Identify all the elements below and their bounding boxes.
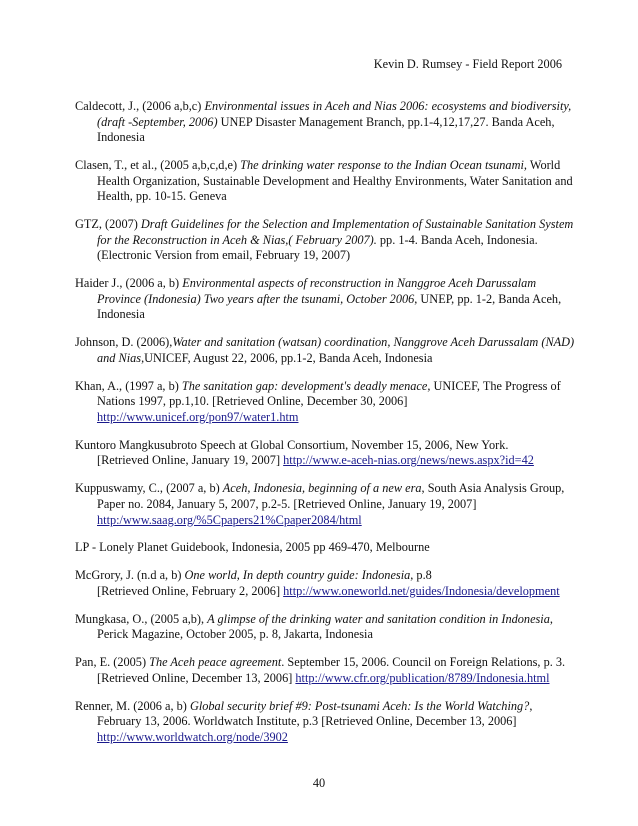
reference-entry <box>75 481 575 528</box>
reference-authors: Clasen, T., et al., (2005 a,b,c,d,e) <box>75 158 241 173</box>
reference-authors: Kuntoro Mangkusubroto Speech at Global Consortium, November 15, 2006, New York. <box>75 437 509 452</box>
reference-authors: McGrory, J. (n.d a, b) <box>75 568 185 583</box>
page-number: 40 <box>312 776 326 790</box>
reference-authors: Khan, A., (1997 a, b) <box>75 378 182 393</box>
reference-details: , UNEP, pp. 1-2, Banda Aceh, Indonesia <box>97 291 562 322</box>
reference-title: One world, In depth country guide: Indonesia <box>184 568 411 583</box>
reference-entry <box>75 568 575 599</box>
reference-entry <box>75 99 575 146</box>
reference-link[interactable]: http:/www.saag.org/%5Cpapers21%Cpaper2084/html <box>97 512 362 527</box>
reference-title: The Aceh peace agreement <box>149 655 282 670</box>
reference-retrieved: [Retrieved Online, February 2, 2006] <box>97 583 281 598</box>
reference-title: A glimpse of the drinking water and sanitation condition in Indonesia <box>207 611 550 626</box>
reference-entry <box>75 438 575 469</box>
reference-details: , South Asia Analysis Group, Paper no. 2084, January 5, 2007, p.2-5. [Retrieved Online, January 19, 2007] <box>97 481 565 511</box>
reference-title: Environmental aspects of reconstruction in Nanggroe Aceh Darussalam Province (Indonesia) Two years after the tsunami, October 2006 <box>97 276 537 306</box>
reference-details: UNEP Disaster Management Branch, pp.1-4,12,17,27. Banda Aceh, Indonesia <box>97 114 555 145</box>
reference-details: , Perick Magazine, October 2005, p. 8, Jakarta, Indonesia <box>97 611 553 642</box>
reference-entry <box>75 217 575 264</box>
reference-authors: Renner, M. (2006 a, b) <box>75 698 190 713</box>
reference-authors: Caldecott, J., (2006 a,b,c) <box>75 99 205 113</box>
reference-entry <box>75 655 575 686</box>
reference-link[interactable]: http://www.worldwatch.org/node/3902 <box>97 729 288 744</box>
reference-entry <box>75 699 575 746</box>
reference-title: The drinking water response to the Indian Ocean tsunami, <box>240 158 527 173</box>
reference-title: The sanitation gap: development's deadly menace, <box>181 378 431 393</box>
reference-entry <box>75 276 575 323</box>
reference-details: UNICEF, August 22, 2006, pp.1-2, Banda Aceh, Indonesia <box>144 350 433 365</box>
reference-link[interactable]: http://www.cfr.org/publication/8789/Indonesia.html <box>295 670 550 685</box>
reference-authors: GTZ, (2007) <box>75 217 141 232</box>
reference-authors: Pan, E. (2005) <box>75 655 150 670</box>
reference-entry <box>75 612 575 643</box>
reference-title: Global security brief #9: Post-tsunami Aceh: Is the World Watching? <box>189 698 530 713</box>
reference-entry <box>75 379 575 426</box>
reference-details: UNICEF, The Progress of Nations 1997, pp.1,10. [Retrieved Online, December 30, 2006] <box>97 378 561 409</box>
reference-authors: Haider J., (2006 a, b) <box>75 276 183 291</box>
reference-authors: Mungkasa, O., (2005 a,b), <box>75 611 208 626</box>
reference-details: . September 15, 2006. Council on Foreign Relations, p. 3. [Retrieved Online, December 13, 2006] <box>97 655 566 685</box>
reference-authors: Johnson, D. (2006), <box>75 335 173 350</box>
reference-entry <box>75 158 575 205</box>
reference-entry <box>75 335 575 366</box>
reference-title: Aceh, Indonesia, beginning of a new era <box>222 481 422 496</box>
reference-details: , p.8 <box>410 568 432 583</box>
reference-authors: LP - Lonely Planet Guidebook, Indonesia, 2005 pp 469-470, Melbourne <box>75 540 430 555</box>
reference-title: Draft Guidelines for the Selection and Implementation of Sustainable Sanitation System for the Reconstruction in Aceh & Nias,( February 2007). <box>97 217 574 247</box>
reference-list <box>75 99 575 758</box>
reference-link[interactable]: http://www.unicef.org/pon97/water1.htm <box>97 409 299 424</box>
reference-retrieved: [Retrieved Online, January 19, 2007] <box>97 453 281 468</box>
reference-details: , February 13, 2006. Worldwatch Institute, p.3 [Retrieved Online, December 13, 2006] <box>97 698 533 729</box>
reference-entry <box>75 540 575 556</box>
reference-details: World Health Organization, Sustainable Development and Healthy Environments, Water Sanitation and Health, pp. 10-15. Geneva <box>97 158 573 204</box>
reference-authors: Kuppuswamy, C., (2007 a, b) <box>75 481 223 496</box>
reference-title: Environmental issues in Aceh and Nias 2006: ecosystems and biodiversity, (draft -September, 2006) <box>97 99 572 129</box>
reference-link[interactable]: http://www.e-aceh-nias.org/news/news.aspx?id=42 <box>283 453 534 468</box>
reference-details: pp. 1-4. Banda Aceh, Indonesia. (Electronic Version from email, February 19, 2007) <box>97 232 538 263</box>
reference-title: Water and sanitation (watsan) coordination, Nanggrove Aceh Darussalam (NAD) and Nias, <box>97 335 575 365</box>
page-header: Kevin D. Rumsey - Field Report 2006 <box>373 57 562 71</box>
reference-link[interactable]: http://www.oneworld.net/guides/Indonesia/development <box>283 583 560 598</box>
